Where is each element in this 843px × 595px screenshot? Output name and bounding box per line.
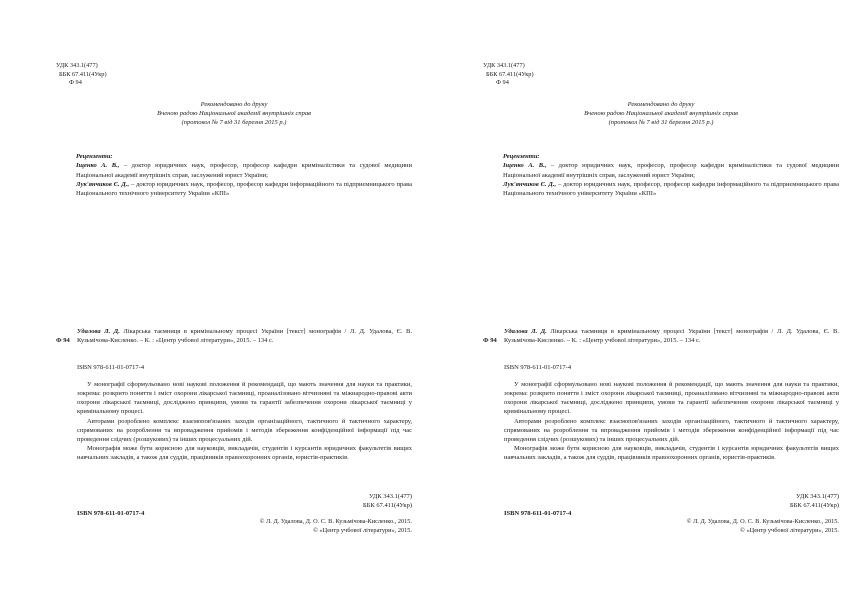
reviewer-2-name: Лук'янчиков Є. Д., — [503, 180, 557, 188]
recommend-line-2: Вченою радою Національної академії внутрішніх справ — [157, 110, 311, 118]
bbk-code: ББК 67.411(4Укр) — [59, 70, 107, 78]
catalog-entry-text — [77, 327, 412, 345]
bbk-code: ББК 67.411(4Укр) — [486, 70, 534, 78]
page-left — [56, 0, 416, 595]
reviewer-1-name: Іщенко А. В., — [503, 162, 547, 170]
copyright-line-2: © «Центр учбової літератури», 2015. — [313, 527, 412, 534]
isbn-line: ISBN 978-611-01-0717-4 — [504, 364, 572, 371]
classification-bottom — [790, 492, 839, 510]
abstract-paragraph-1: У монографії сформульовано нові наукові положення й рекомендації, що мають значення для науки та практики, зокрема: розкрито поняття і зміст охорони лікарської таємниці, проаналізовано вітчизняні та міжнародно-правові акти охорони лікарської таємниці, досліджено принципи, умови та гарантії забезпечення охорони лікарської таємниці у кримінальному процесі. — [504, 381, 839, 416]
reviewer-1-details: – доктор юридичних наук, професор, професор кафедри криміналістики та судової медицини Національної академії внутрішніх справ, заслужений юрист України; — [503, 162, 840, 179]
reviewer-1 — [76, 161, 412, 180]
recommendation-note — [56, 100, 412, 128]
copyright-block — [687, 517, 839, 535]
isbn-bold: ISBN 978-611-01-0717-4 — [77, 510, 145, 517]
classification-bottom — [363, 492, 412, 510]
reviewers-heading: Рецензенти: — [76, 153, 113, 160]
recommend-line-3: (протокол № 7 від 31 березня 2015 р.) — [181, 119, 287, 127]
author-mark: Ф 94 — [496, 79, 509, 87]
abstract-paragraph-2: Авторами розроблено комплекс взаємопов'язаних заходів організаційного, тактичного й тактичного характеру, спрямованих на розроблення та впровадження прийомів і методів збереження конфіденційної інформації під час проведення слідчих (розшукових) та інших процесуальних дій. — [504, 417, 839, 443]
abstract-paragraph-3: Монографія може бути корисною для науковців, викладачів, студентів і курсантів юридичних факультетів вищих навчальних закладів, а також для суддів, працівників правоохоронних органів, юристів-практиків. — [77, 445, 412, 462]
copyright-line-1: © Л. Д. Удалова, Д. О. С. В. Кузьмічова-Кисленко., 2015. — [259, 518, 412, 525]
reviewer-1 — [503, 161, 839, 180]
copyright-line-1: © Л. Д. Удалова, Д. О. С. В. Кузьмічова-Кисленко., 2015. — [686, 518, 839, 525]
udk-code-bottom: УДК 343.1(477) — [368, 493, 412, 500]
catalog-code: Ф 94 — [56, 337, 70, 344]
reviewer-1-details: – доктор юридичних наук, професор, професор кафедри криміналістики та судової медицини Національної академії внутрішніх справ, заслужений юрист України; — [76, 162, 413, 179]
udk-code: УДК 343.1(477) — [483, 62, 525, 69]
recommend-line-1: Рекомендовано до друку — [627, 101, 695, 108]
recommend-line-3: (протокол № 7 від 31 березня 2015 р.) — [608, 119, 714, 127]
reviewer-2 — [76, 180, 412, 199]
catalog-author: Удалова Л. Д. — [504, 328, 547, 335]
udk-code-bottom: УДК 343.1(477) — [795, 493, 839, 500]
abstract — [77, 380, 412, 462]
recommendation-note — [483, 100, 839, 128]
bbk-code-bottom: ББК 67.411(4Укр) — [362, 502, 412, 510]
catalog-description: Лікарська таємниця в кримінальному процесі України [текст] монографія / Л. Д. Удалова, Є. В. Кузьмічова-Кисленко. – К. : «Центр учбової літератури», 2015. – 134 с. — [504, 328, 839, 345]
copyright-block — [260, 517, 412, 535]
catalog-entry-text — [504, 327, 839, 345]
abstract-paragraph-2: Авторами розроблено комплекс взаємопов'язаних заходів організаційного, тактичного й тактичного характеру, спрямованих на розроблення та впровадження прийомів і методів збереження конфіденційної інформації під час проведення слідчих (розшукових) та інших процесуальних дій. — [77, 417, 412, 443]
reviewer-1-name: Іщенко А. В., — [76, 162, 120, 170]
abstract-paragraph-3: Монографія може бути корисною для науковців, викладачів, студентів і курсантів юридичних факультетів вищих навчальних закладів, а також для суддів, працівників правоохоронних органів, юристів-практиків. — [504, 445, 839, 462]
abstract-paragraph-1: У монографії сформульовано нові наукові положення й рекомендації, що мають значення для науки та практики, зокрема: розкрито поняття і зміст охорони лікарської таємниці, проаналізовано вітчизняні та міжнародно-правові акти охорони лікарської таємниці, досліджено принципи, умови та гарантії забезпечення охорони лікарської таємниці у кримінальному процесі. — [77, 381, 412, 416]
catalog-author: Удалова Л. Д. — [77, 328, 120, 335]
isbn-line: ISBN 978-611-01-0717-4 — [77, 364, 145, 371]
reviewer-2-details: – доктор юридичних наук, професор, професор кафедри інформаційного та підприємницького права Національного технічного університету України «КПІ» — [76, 180, 412, 198]
abstract — [504, 380, 839, 462]
catalog-code: Ф 94 — [483, 337, 497, 344]
catalog-description: Лікарська таємниця в кримінальному процесі України [текст] монографія / Л. Д. Удалова, Є. В. Кузьмічова-Кисленко. – К. : «Центр учбової літератури», 2015. – 134 с. — [77, 328, 412, 345]
reviewers-block — [503, 152, 839, 198]
classification-block — [56, 62, 107, 88]
page-right — [483, 0, 843, 595]
reviewers-block — [76, 152, 412, 198]
classification-block — [483, 62, 534, 88]
isbn-bold: ISBN 978-611-01-0717-4 — [504, 510, 572, 517]
reviewer-2-details: – доктор юридичних наук, професор, професор кафедри інформаційного та підприємницького права Національного технічного університету України «КПІ» — [503, 180, 839, 198]
udk-code: УДК 343.1(477) — [56, 62, 98, 69]
reviewer-2 — [503, 180, 839, 199]
reviewer-2-name: Лук'янчиков Є. Д., — [76, 180, 130, 188]
author-mark: Ф 94 — [69, 79, 82, 87]
recommend-line-2: Вченою радою Національної академії внутрішніх справ — [584, 110, 738, 118]
copyright-line-2: © «Центр учбової літератури», 2015. — [740, 527, 839, 534]
recommend-line-1: Рекомендовано до друку — [200, 101, 268, 108]
reviewers-heading: Рецензенти: — [503, 153, 540, 160]
bbk-code-bottom: ББК 67.411(4Укр) — [789, 502, 839, 510]
